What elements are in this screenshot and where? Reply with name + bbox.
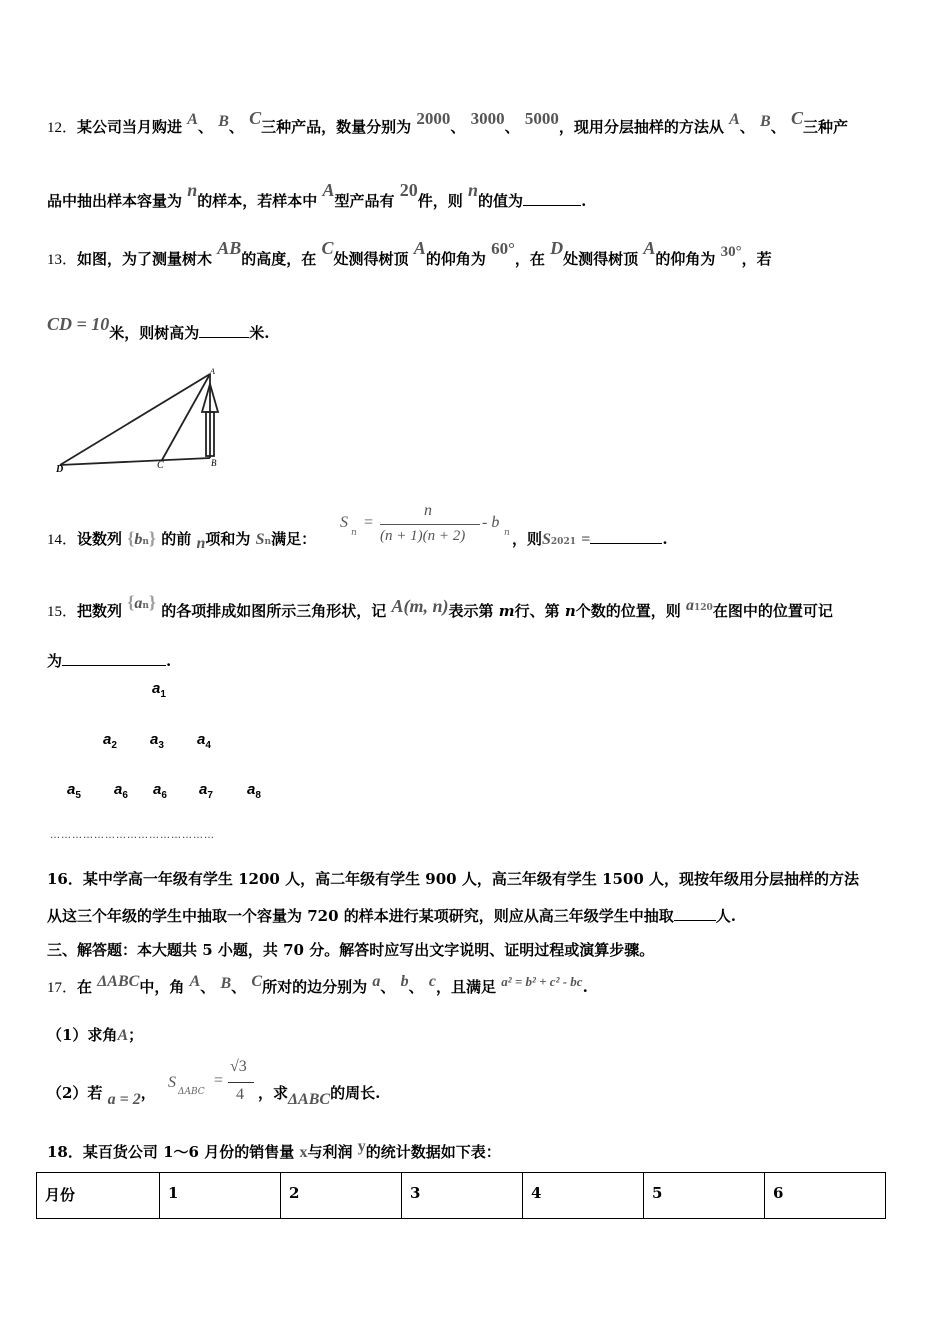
seq-a6-dup: $a_6$	[153, 781, 167, 801]
table-header-cell: 3	[402, 1173, 523, 1219]
label-d: D	[56, 464, 64, 475]
q17-part1: （1）求角A；	[47, 1026, 144, 1044]
seq-a8: $a_8$	[247, 781, 261, 801]
q18-line: 18．某百货公司 1～6 月份的销售量 x与利润 y的统计数据如下表：	[47, 1138, 501, 1161]
seq-a6: $a_6$	[114, 781, 128, 801]
answer-blank[interactable]	[674, 906, 716, 921]
line-c-a	[162, 374, 210, 460]
ground-line	[60, 458, 210, 465]
seq-a1: $a_1$	[152, 680, 166, 700]
q12-line2: 品中抽出样本容量为 n的样本，若样本中 A型产品有 20件，则 n的值为 .	[47, 180, 587, 210]
answer-blank[interactable]	[62, 651, 166, 666]
line-d-a	[60, 374, 210, 465]
q16-line2: 从这三个年级的学生中抽取一个容量为 720 的样本进行某项研究，则应从高三年级学生中抽取 人.	[47, 907, 736, 925]
q15-line1: 15．把数列 {an} 的各项排成如图所示三角形状，记 A(m, n)表示第 m行、第 n个数的位置，则 a120在图中的位置可记	[47, 592, 833, 620]
label-a: A	[210, 367, 215, 376]
label-b: B	[211, 458, 217, 468]
q13-line1: 13．如图，为了测量树木 AB的高度，在 C处测得树顶 A的仰角为 60°，在 D处测得树顶 A的仰角为 30°，若	[47, 238, 772, 268]
table-header-cell: 2	[281, 1173, 402, 1219]
answer-blank[interactable]	[199, 323, 249, 338]
seq-a5: $a_5$	[67, 781, 81, 801]
q14-tail: ，则S2021 = .	[512, 530, 668, 548]
sales-profit-table	[36, 1172, 886, 1219]
fraction-bar	[228, 1082, 254, 1083]
table-row	[37, 1173, 886, 1219]
seq-a2: $a_2$	[103, 731, 117, 751]
seq-a4: $a_4$	[197, 731, 211, 751]
table-header-cell: 5	[644, 1173, 765, 1219]
q12-line1: 12．某公司当月购进 A、 B、 C三种产品，数量分别为 2000、 3000、 5000，现用分层抽样的方法从 A、 B、 C三种产	[47, 108, 848, 136]
seq-a7: $a_7$	[199, 781, 213, 801]
answer-blank[interactable]	[590, 529, 662, 544]
answer-blank[interactable]	[523, 191, 581, 206]
q17-line: 17．在 ΔABC中，角 A、 B、 C所对的边分别为 a、 b、 c，且满足 a² = b² + c² - bc.	[47, 973, 588, 996]
label-c: C	[157, 460, 164, 471]
q16-line1: 16．某中学高一年级有学生 1200 人，高二年级有学生 900 人，高三年级有学生 1500 人，现按年级用分层抽样的方法	[47, 870, 860, 888]
seq-a3: $a_3$	[150, 731, 164, 751]
q17-part2: （2）若 a = 2，	[47, 1084, 156, 1108]
table-header-cell: 6	[765, 1173, 886, 1219]
q13-line2: CD = 10米，则树高为 米.	[47, 314, 270, 342]
fraction-bar	[380, 524, 480, 525]
section-heading: 三、解答题：本大题共 5 小题，共 70 分。解答时应写出文字说明、证明过程或演算步骤。	[47, 941, 655, 959]
table-header-cell: 4	[523, 1173, 644, 1219]
table-header-cell: 1	[160, 1173, 281, 1219]
table-header-cell: 月份	[37, 1173, 160, 1219]
q14-line: 14．设数列 {bn} 的前 n项和为 Sn满足：	[47, 528, 317, 552]
seq-ellipsis: ………………………………………	[50, 830, 215, 841]
q17-part2-tail: ，求ΔABC的周长.	[258, 1084, 381, 1108]
q15-line2: 为 .	[47, 652, 172, 670]
tree-angle-figure	[50, 362, 230, 477]
